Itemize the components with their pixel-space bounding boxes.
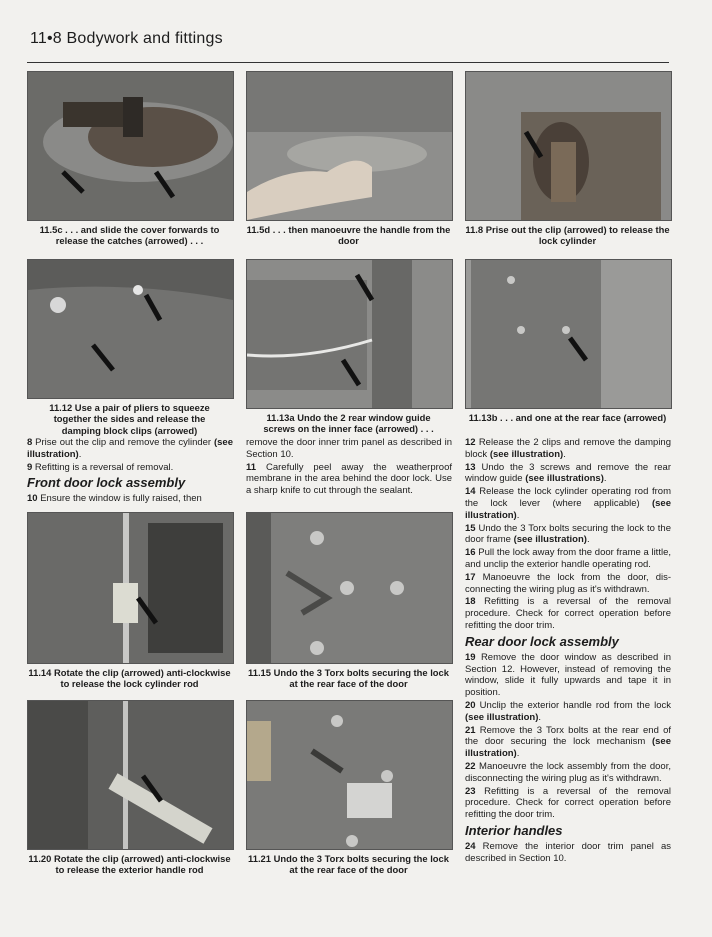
paragraph-15: 15 Undo the 3 Torx bolts securing the lock to the door frame (see illustration). [465, 522, 671, 546]
paragraph-17: 17 Manoeuvre the lock from the door, dis-connecting the wiring plug as it's withdrawn. [465, 571, 671, 595]
caption-11-5c [27, 224, 232, 247]
photo-11-13a-image [247, 260, 452, 408]
heading-interior-handles: Interior handles [465, 822, 563, 838]
photo-11-8-image [466, 72, 671, 220]
text-column-2 [246, 437, 452, 498]
caption-text: Undo the 3 Torx bolts securing the lock at the rear face of the door [270, 853, 449, 876]
paragraph-10: 10 Ensure the window is fully raised, then [27, 493, 202, 505]
caption-11-13a [250, 412, 447, 435]
caption-11-21 [246, 853, 451, 876]
caption-text: Rotate the clip (arrowed) anti-clockwise to release the exterior handle rod [51, 853, 231, 876]
caption-11-5d [246, 224, 451, 247]
photo-11-21-image [247, 701, 452, 849]
caption-number: 11.20 [28, 853, 52, 864]
caption-11-15 [246, 667, 451, 690]
caption-number: 11.13b [468, 412, 498, 423]
paragraph-9: 9 Refitting is a reversal of removal. [27, 461, 174, 473]
heading-rear-door-lock: Rear door lock assembly [465, 633, 619, 649]
caption-text: . . . then manoeuvre the handle from the door [270, 224, 451, 247]
paragraph-10-cont: remove the door inner trim panel as described in Section 10. [246, 437, 452, 460]
paragraph-21: 21 Remove the 3 Torx bolts at the rear end of the door securing the lock mechanism (see illustration). [465, 724, 671, 760]
photo-11-5d [246, 71, 453, 221]
photo-11-15-image [247, 513, 452, 663]
photo-11-8 [465, 71, 672, 221]
photo-11-5c [27, 71, 234, 221]
paragraph-18: 18 Refitting is a reversal of the removal procedure. Check for correct operation before refitting the door trim. [465, 596, 671, 631]
text-column-3 [465, 437, 671, 866]
caption-text: . . . and one at the rear face (arrowed) [497, 412, 667, 423]
caption-number: 11.5c [39, 224, 63, 235]
caption-11-13b [465, 412, 670, 423]
photo-11-12 [27, 259, 234, 399]
paragraph-8: 8 Prise out the clip and remove the cylinder (see illustration). [27, 437, 233, 460]
caption-number: 11.14 [28, 667, 52, 678]
paragraph-11: 11 Carefully peel away the weatherproof membrane in the area behind the door lock. Use a sharp knife to cut through the sealant. [246, 461, 452, 497]
page-header: 11•8 Bodywork and fittings [30, 30, 223, 47]
photo-11-14-image [28, 513, 233, 663]
caption-11-8 [465, 224, 670, 247]
caption-text: Undo the 2 rear window guide screws on the inner face (arrowed) . . . [263, 412, 434, 435]
paragraph-13: 13 Undo the 3 screws and remove the rear window guide (see illustrations). [465, 461, 671, 485]
paragraph-24: 24 Remove the interior door trim panel as described in Section 10. [465, 840, 671, 864]
caption-11-14 [27, 667, 232, 690]
paragraph-14: 14 Release the lock cylinder operating rod from the lock lever (where applicable) (see illustration). [465, 486, 671, 521]
caption-text: . . . and slide the cover forwards to release the catches (arrowed) . . . [55, 224, 220, 247]
paragraph-16: 16 Pull the lock away from the door frame a little, and unclip the exterior handle operating rod. [465, 547, 671, 570]
caption-number: 11.5d [246, 224, 271, 235]
photo-11-13b [465, 259, 672, 409]
photo-11-5c-image [28, 72, 233, 220]
caption-number: 11.12 [49, 402, 73, 413]
photo-11-5d-image [247, 72, 452, 220]
caption-text: Use a pair of pliers to squeeze together the sides and release the damping block clips (arrowed) [53, 402, 210, 436]
caption-11-20 [27, 853, 232, 876]
photo-11-20-image [28, 701, 233, 849]
caption-11-12 [37, 402, 222, 436]
caption-number: 11.13a [266, 412, 295, 423]
photo-11-20 [27, 700, 234, 850]
photo-11-15 [246, 512, 453, 664]
caption-number: 11.15 [248, 667, 271, 678]
paragraph-12: 12 Release the 2 clips and remove the damping block (see illustration). [465, 437, 671, 460]
header-rule [27, 62, 669, 63]
photo-11-13a [246, 259, 453, 409]
caption-text: Rotate the clip (arrowed) anti-clockwise to release the lock cylinder rod [51, 667, 231, 690]
photo-11-14 [27, 512, 234, 664]
paragraph-20: 20 Unclip the exterior handle rod from the lock (see illustration). [465, 699, 671, 723]
caption-text: Prise out the clip (arrowed) to release the lock cylinder [483, 224, 670, 247]
caption-text: Undo the 3 Torx bolts securing the lock at the rear face of the door [270, 667, 449, 690]
caption-number: 11.21 [248, 853, 271, 864]
caption-number: 11.8 [465, 224, 484, 235]
photo-11-21 [246, 700, 453, 850]
paragraph-22: 22 Manoeuvre the lock assembly from the door, disconnecting the wiring plug as it's withdrawn. [465, 760, 671, 784]
paragraph-19: 19 Remove the door window as described in Section 12. However, instead of removing the window, slide it fully upwards and tape it in position. [465, 651, 671, 699]
text-column-1 [27, 437, 233, 506]
photo-11-13b-image [466, 260, 671, 408]
paragraph-23: 23 Refitting is a reversal of the removal procedure. Check for correct operation before refitting the door trim. [465, 785, 671, 821]
heading-front-door-lock: Front door lock assembly [27, 475, 186, 491]
photo-11-12-image [28, 260, 233, 398]
